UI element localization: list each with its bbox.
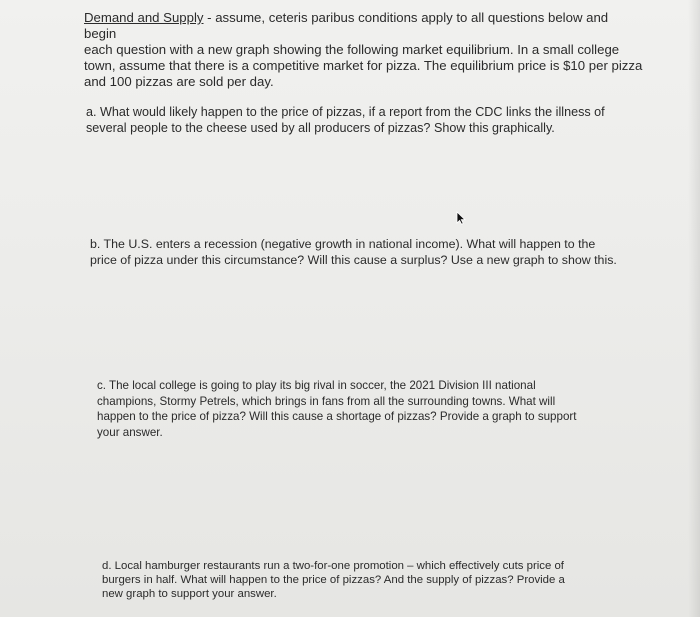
intro-paragraph [84,10,644,90]
page-shadow-edge [688,0,700,617]
intro-line-1: - assume, ceteris paribus conditions apply to all questions below and begin [84,10,609,41]
question-c-line-3: happen to the price of pizza? Will this cause a shortage of pizzas? Provide a graph to support [97,410,577,423]
mouse-pointer-icon [455,211,467,225]
question-c-line-1: c. The local college is going to play its big rival in soccer, the 2021 Division III national [97,379,536,392]
question-c-line-2: champions, Stormy Petrels, which brings in fans from all the surrounding towns. What will [97,394,556,408]
question-c-line-4: your answer. [97,425,163,439]
question-d-line-3: new graph to support your answer. [102,588,277,600]
question-b-line-1: b. The U.S. enters a recession (negative growth in national income). What will happen to the [90,237,596,251]
question-a-line-1: a. What would likely happen to the price of pizzas, if a report from the CDC links the illness of [86,105,605,119]
question-d-line-1: d. Local hamburger restaurants run a two-for-one promotion – which effectively cuts price of [102,560,564,572]
intro-line-2: each question with a new graph showing the following market equilibrium. In a small college [84,42,620,57]
question-a [86,104,646,136]
question-d [102,559,662,601]
intro-heading: Demand and Supply [84,10,204,25]
question-a-line-2: several people to the cheese used by all producers of pizzas? Show this graphically. [86,121,555,135]
question-b [90,236,650,268]
question-c [97,378,657,440]
question-b-line-2: price of pizza under this circumstance? Will this cause a surplus? Use a new graph to show this. [90,253,617,267]
intro-line-4: and 100 pizzas are sold per day. [84,74,274,89]
intro-line-3: town, assume that there is a competitive market for pizza. The equilibrium price is $10 per pizza [84,58,643,73]
question-d-line-2: burgers in half. What will happen to the price of pizzas? And the supply of pizzas? Provide a [102,574,565,586]
